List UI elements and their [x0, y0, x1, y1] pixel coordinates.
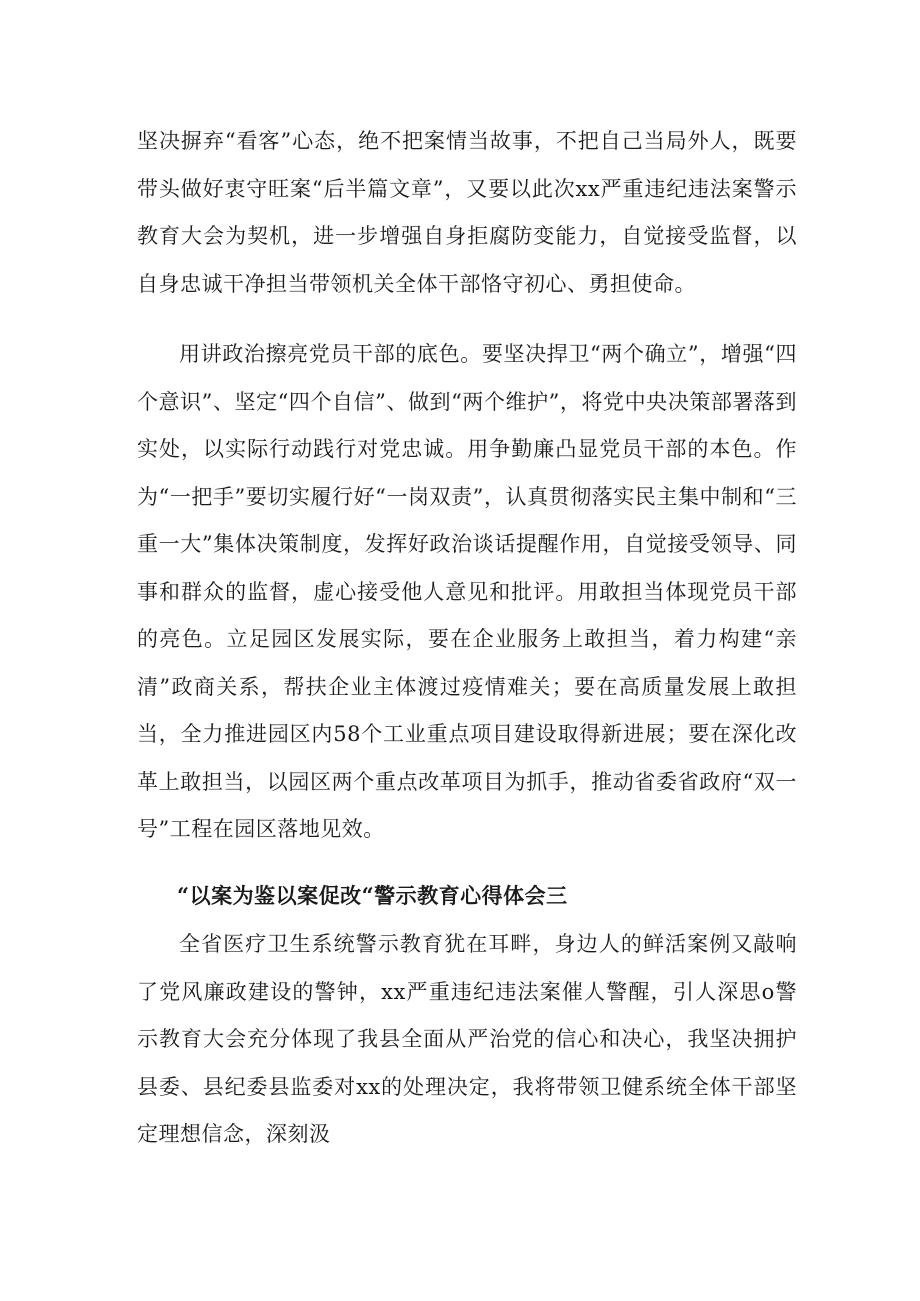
paragraph-1: 坚决摒弃“看客”心态，绝不把案情当故事，不把自己当局外人，既要带头做好衷守旺案“后半篇文章”，又要以此次xx严重违纪违法案警示教育大会为契机，进一步增强自身拒腐防变能力，自觉接受监督，以自身忠诚干净担当带领机关全体干部恪守初心、勇担使命。	[137, 129, 797, 296]
paragraph-2: 用讲政治擦亮党员干部的底色。要坚决捍卫“两个确立”，增强“四个意识”、坚定“四个自信”、做到“两个维护”，将党中央决策部署落到实处，以实际行动践行对党忠诚。用争勤廉凸显党员干部的本色。作为“一把手”要切实履行好“一岗双责”，认真贯彻落实民主集中制和“三重一大”集体决策制度，发挥好政治谈话提醒作用，自觉接受领导、同事和群众的监督，虚心接受他人意见和批评。用敢担当体现党员干部的亮色。立足园区发展实际，要在企业服务上敢担当，着力构建“亲清”政商关系，帮扶企业主体渡过疫情难关；要在高质量发展上敢担当，全力推进园区内58个工业重点项目建设取得新进展；要在深化改革上敢担当，以园区两个重点改革项目为抓手，推动省委省政府“双一号”工程在园区落地见效。	[137, 342, 797, 841]
document-page	[137, 118, 797, 1159]
section-heading: “以案为鉴以案促改“警示教育心得体会三	[177, 882, 568, 908]
paragraph-3: 全省医疗卫生系统警示教育犹在耳畔，身边人的鲜活案例又敲响了党风廉政建设的警钟，xx严重违纪违法案催人警醒，引人深思ο警示教育大会充分体现了我县全面从严治党的信心和决心，我坚决拥护县委、县纪委县监委对xx的处理决定，我将带领卫健系统全体干部坚定理想信念，深刻汲	[137, 932, 797, 1146]
